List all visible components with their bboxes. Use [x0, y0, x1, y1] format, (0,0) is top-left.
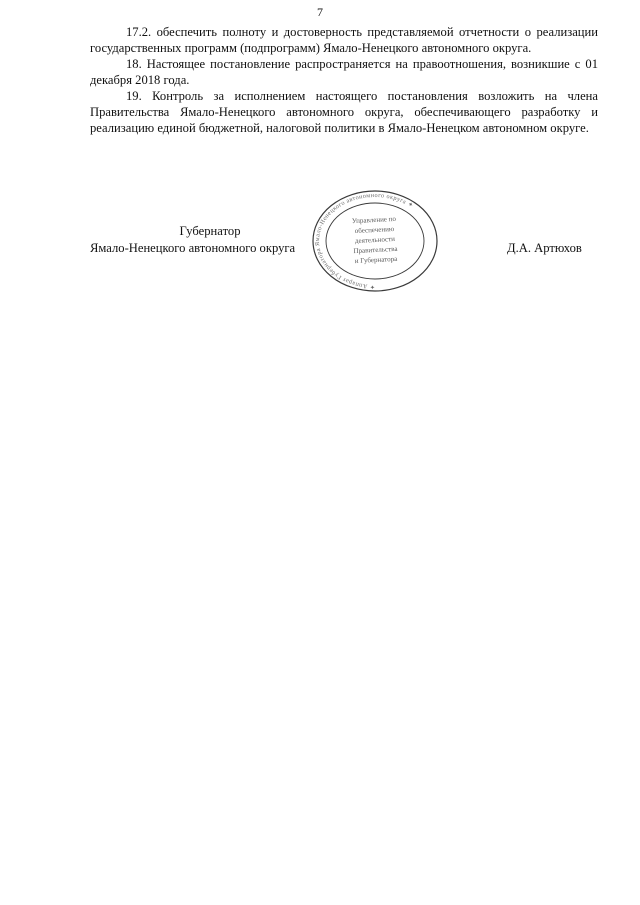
svg-text:деятельности: деятельности: [354, 234, 396, 246]
document-body: [90, 24, 598, 136]
paragraph-19: 19. Контроль за исполнением настоящего постановления возложить на члена Правительства Ямало-Ненецкого автономного округа, обеспечивающего разработку и реализацию единой бюджетной, налоговой политики в Ямало-Ненецком автономном округе.: [90, 89, 598, 135]
svg-text:и Губернатора: и Губернатора: [354, 254, 398, 266]
svg-text:обеспечению: обеспечению: [354, 224, 395, 236]
paragraph-17-2: 17.2. обеспечить полноту и достоверность представляемой отчетности о реализации государственных программ (подпрограмм) Ямало-Ненецкого автономного округа.: [90, 25, 598, 55]
signatory-region: Ямало-Ненецкого автономного округа: [90, 241, 296, 255]
official-seal-stamp: [310, 188, 440, 298]
paragraph-18: 18. Настоящее постановление распространяется на правоотношения, возникшие с 01 декабря 2018 года.: [90, 57, 598, 87]
svg-text:Правительства: Правительства: [353, 244, 398, 256]
signatory-title: Губернатор: [179, 224, 241, 238]
svg-text:✦ Аппарат Губернатора Ямало-Не: ✦ Аппарат Губернатора Ямало-Ненецкого автономного округа ✦: [313, 191, 415, 291]
svg-text:Управление по: Управление по: [351, 214, 397, 226]
page-number: 7: [317, 5, 323, 19]
signatory-name: Д.А. Артюхов: [507, 241, 582, 255]
